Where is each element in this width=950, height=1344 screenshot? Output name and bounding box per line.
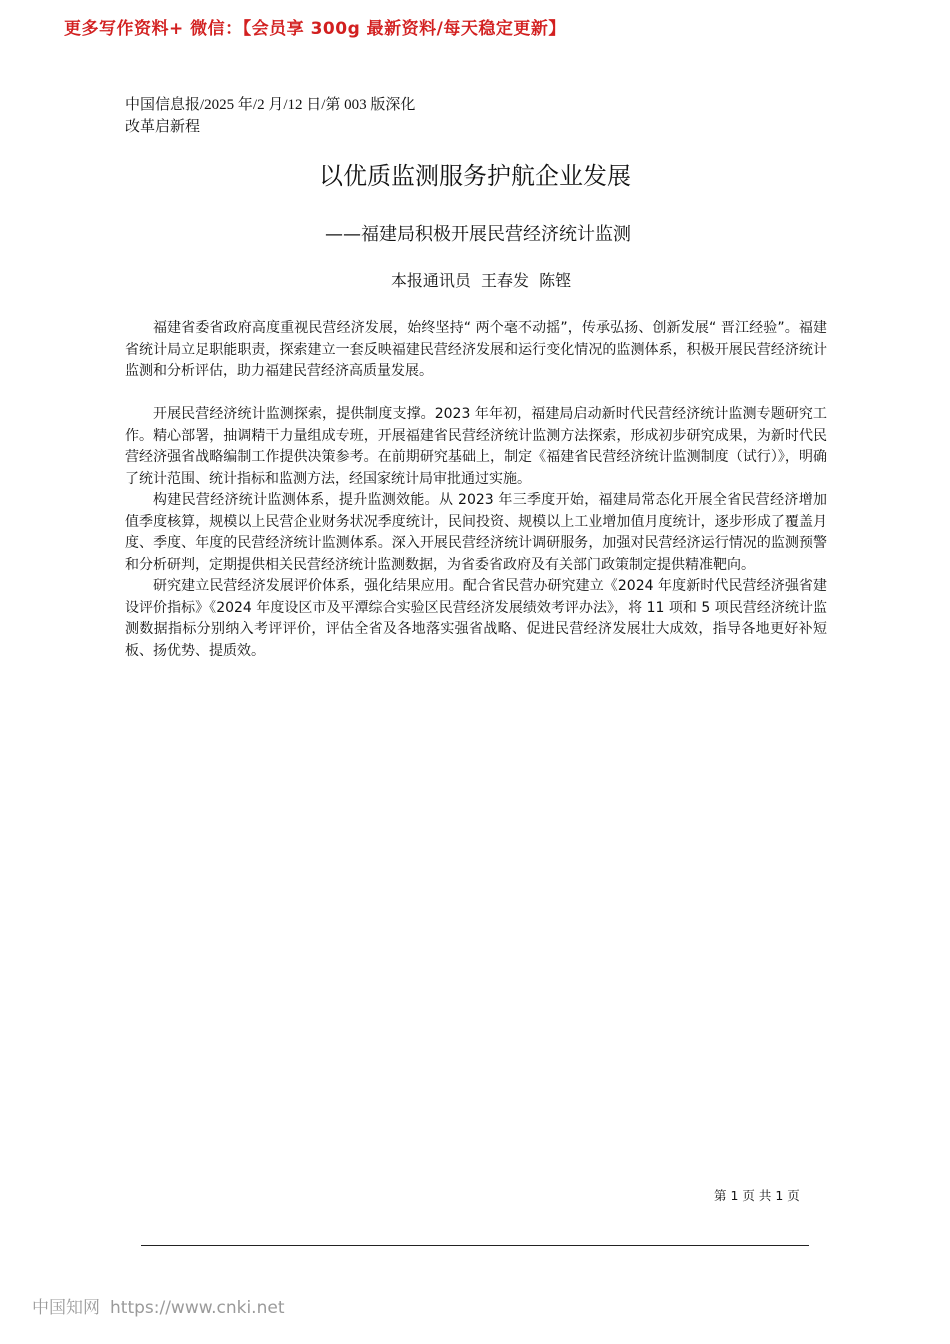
article-subtitle: ——福建局积极开展民营经济统计监测 [325,224,631,245]
article-title: 以优质监测服务护航企业发展 [319,162,631,190]
byline: 本报通讯员 王春发 陈铿 [390,271,572,290]
watermark-url: https://www.cnki.net [110,1298,285,1318]
paragraph: 研究建立民营经济发展评价体系，强化结果应用。配合省民营办研究建立《2024 年度新时代民营经济强省建设评价指标》《2024 年度设区市及平潭综合实验区民营经济发展绩效考评办法》，将 11 项和 5 项民营经济统计监测数据指标分别纳入考评评价，评估全省及各地落实强省战略、促进民营经济发展壮大成效，指导各地更好补短板、扬优势、提质效。 [125,578,827,659]
paragraph: 构建民营经济统计监测体系，提升监测效能。从 2023 年三季度开始，福建局常态化开展全省民营经济增加值季度核算，规模以上民营企业财务状况季度统计，民间投资、规模以上工业增加值月度统计，逐步形成了覆盖月度、季度、年度的民营经济统计监测体系。深入开展民营经济统计调研服务，加强对民营经济运行情况的监测预警和分析研判，定期提供相关民营经济统计监测数据，为省委省政府及有关部门政策制定提供精准靶向。 [125,492,827,573]
cnki-watermark [32,1293,284,1318]
footer-divider [141,1245,809,1246]
watermark-name: 中国知网 [32,1298,100,1318]
promo-banner: 更多写作资料+ 微信：【会员享 300g 最新资料/每天稳定更新】 [64,19,566,39]
source-line: 中国信息报/2025 年/2 月/12 日/第 003 版深化改革启新程 [125,97,416,135]
article-body [125,318,827,662]
paragraph: 开展民营经济统计监测探索，提供制度支撑。2023 年年初，福建局启动新时代民营经济统计监测专题研究工作。精心部署，抽调精干力量组成专班，开展福建省民营经济统计监测方法探索，形成初步研究成果，为新时代民营经济强省战略编制工作提供决策参考。在前期研究基础上，制定《福建省民营经济统计监测制度（试行）》，明确了统计范围、统计指标和监测方法，经国家统计局审批通过实施。 [125,406,827,487]
page-number: 第 1 页 共 1 页 [714,1188,800,1203]
paragraph-intro: 福建省委省政府高度重视民营经济发展，始终坚持“ 两个毫不动摇”，传承弘扬、创新发展“ 晋江经验”。福建省统计局立足职能职责，探索建立一套反映福建民营经济发展和运行变化情况的监测体系，积极开展民营经济统计监测和分析评估，助力福建民营经济高质量发展。 [125,320,827,379]
